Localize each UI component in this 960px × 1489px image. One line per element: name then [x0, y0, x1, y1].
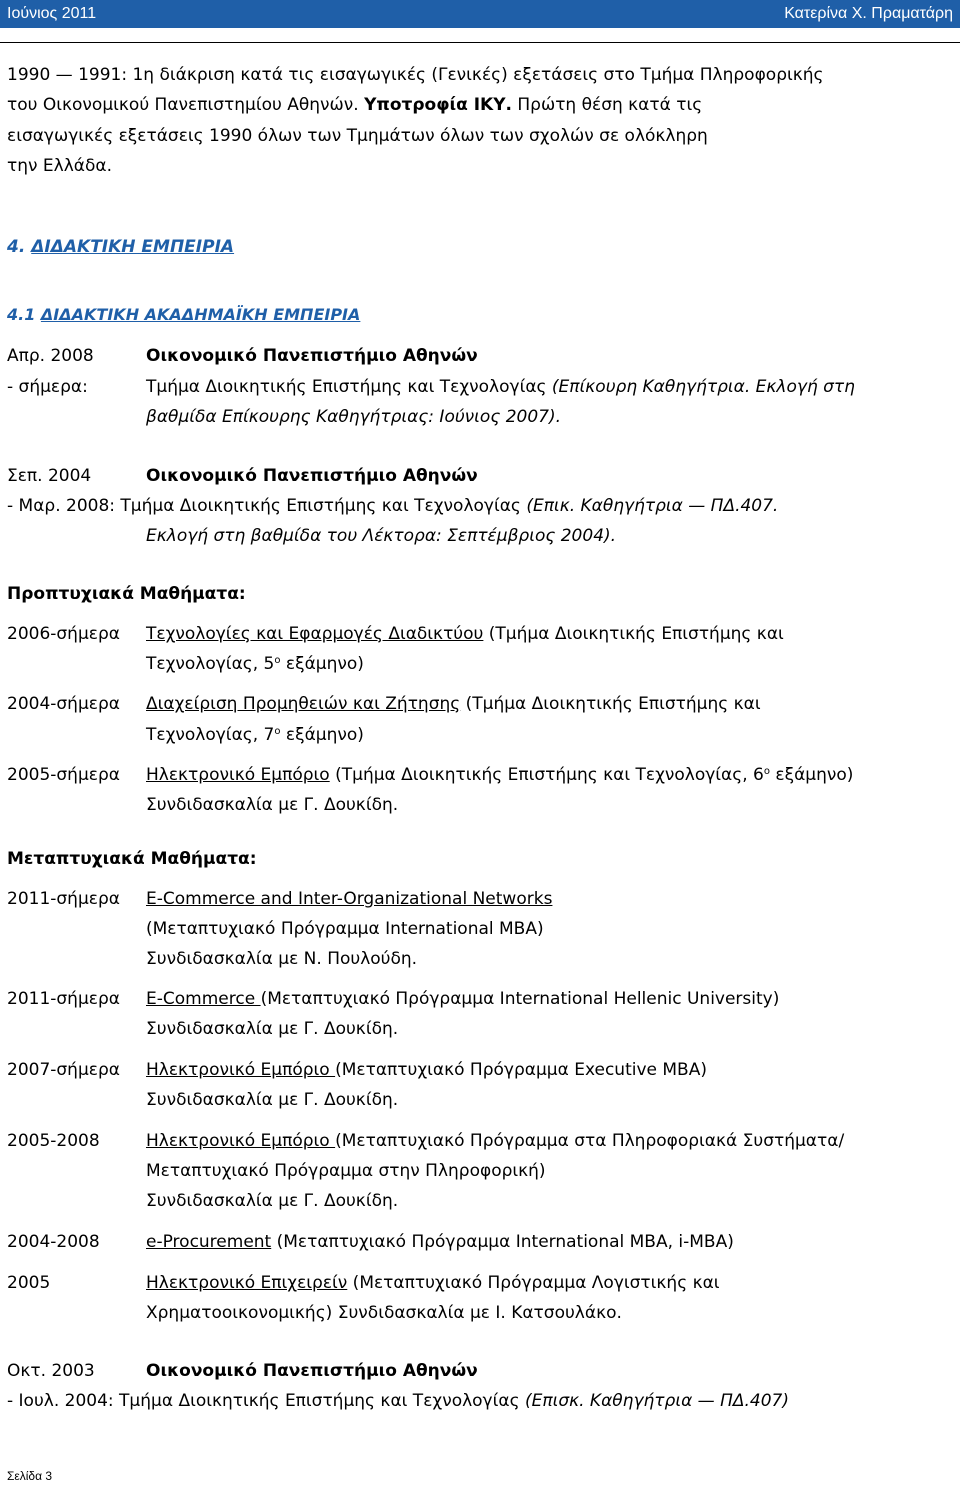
- pos1-date-start: Απρ. 2008: [7, 346, 94, 366]
- postgrad-heading: Μεταπτυχιακά Μαθήματα:: [7, 849, 257, 869]
- header-date: Ιούνιος 2011: [7, 5, 97, 22]
- award-line-2: του Οικονομικού Πανεπιστημίου Αθηνών. Υποτροφία ΙΚΥ. Πρώτη θέση κατά τις: [7, 95, 703, 115]
- undergrad-3-line-2: Συνδιδασκαλία με Γ. Δουκίδη.: [146, 795, 399, 815]
- course-link[interactable]: Διαχείριση Προμηθειών και Ζήτησης: [146, 694, 461, 714]
- header-author: Κατερίνα Χ. Πραματάρη: [784, 5, 953, 22]
- postgrad-1-line-3: Συνδιδασκαλία με Ν. Πουλούδη.: [146, 949, 418, 969]
- undergrad-1-date: 2006-σήμερα: [7, 624, 120, 644]
- undergrad-3: Ηλεκτρονικό Εμπόριο (Τμήμα Διοικητικής Επιστήμης και Τεχνολογίας, $6^o$ εξάμηνο): [146, 765, 854, 785]
- pos1-detail: βαθμίδα Επίκουρης Καθηγήτριας: Ιούνιος 2007).: [146, 407, 562, 427]
- postgrad-4-date: 2005-2008: [7, 1131, 100, 1151]
- course-link[interactable]: Ηλεκτρονικό Εμπόριο: [146, 765, 330, 785]
- postgrad-4-line-3: Συνδιδασκαλία με Γ. Δουκίδη.: [146, 1191, 399, 1211]
- pos2-line-2: - Μαρ. 2008: Τμήμα Διοικητικής Επιστήμης και Τεχνολογίας (Επικ. Καθηγήτρια — ΠΔ.407.: [7, 496, 779, 516]
- pos3-date-start: Οκτ. 2003: [7, 1361, 95, 1381]
- award-line-4: την Ελλάδα.: [7, 156, 112, 176]
- course-link[interactable]: Ηλεκτρονικό Επιχειρείν: [146, 1273, 348, 1293]
- section-4-heading: 4. ΔΙΔΑΚΤΙΚΗ ΕΜΠΕΙΡΙΑ: [7, 237, 235, 257]
- pos2-detail: Εκλογή στη βαθμίδα του Λέκτορα: Σεπτέμβριος 2004).: [146, 526, 617, 546]
- undergrad-3-date: 2005-σήμερα: [7, 765, 120, 785]
- postgrad-2-line-2: Συνδιδασκαλία με Γ. Δουκίδη.: [146, 1019, 399, 1039]
- undergrad-2: Διαχείριση Προμηθειών και Ζήτησης (Τμήμα Διοικητικής Επιστήμης και: [146, 694, 761, 714]
- postgrad-1-line-2: (Μεταπτυχιακό Πρόγραμμα International MBA): [146, 919, 544, 939]
- undergrad-1: Τεχνολογίες και Εφαρμογές Διαδικτύου (Τμήμα Διοικητικής Επιστήμης και: [146, 624, 784, 644]
- pos1-date-end: - σήμερα:: [7, 377, 88, 397]
- postgrad-4-line-2: Μεταπτυχιακό Πρόγραμμα στην Πληροφορική): [146, 1161, 546, 1181]
- postgrad-6: Ηλεκτρονικό Επιχειρείν (Μεταπτυχιακό Πρόγραμμα Λογιστικής και: [146, 1273, 720, 1293]
- page-header: [0, 0, 960, 28]
- pos1-dept: Τμήμα Διοικητικής Επιστήμης και Τεχνολογίας (Επίκουρη Καθηγήτρια. Εκλογή στη: [146, 377, 855, 397]
- postgrad-3-line-2: Συνδιδασκαλία με Γ. Δουκίδη.: [146, 1090, 399, 1110]
- course-link[interactable]: E-Commerce and Inter-Organizational Networks: [146, 889, 553, 909]
- postgrad-3-date: 2007-σήμερα: [7, 1060, 120, 1080]
- section-4-1-heading: 4.1 ΔΙΔΑΚΤΙΚΗ ΑΚΑΔΗΜΑΪΚΗ ΕΜΠΕΙΡΙΑ: [7, 305, 361, 324]
- postgrad-6-line-2: Χρηματοοικονομικής) Συνδιδασκαλία με Ι. Κατσουλάκο.: [146, 1303, 622, 1323]
- course-link[interactable]: Τεχνολογίες και Εφαρμογές Διαδικτύου: [146, 624, 484, 644]
- postgrad-6-date: 2005: [7, 1273, 51, 1293]
- header-rule: [0, 42, 960, 43]
- course-link[interactable]: e-Procurement: [146, 1232, 272, 1252]
- postgrad-5: e-Procurement (Μεταπτυχιακό Πρόγραμμα International MBA, i-MBA): [146, 1232, 734, 1252]
- postgrad-1: [146, 888, 552, 910]
- postgrad-5-date: 2004-2008: [7, 1232, 100, 1252]
- pos3-line-2: - Ιουλ. 2004: Τμήμα Διοικητικής Επιστήμης και Τεχνολογίας (Επισκ. Καθηγήτρια — ΠΔ.407): [7, 1391, 789, 1411]
- postgrad-1-date: 2011-σήμερα: [7, 889, 120, 909]
- scholarship-label: Υποτροφία ΙΚΥ.: [364, 95, 512, 115]
- pos3-org: Οικονομικό Πανεπιστήμιο Αθηνών: [146, 1361, 478, 1381]
- postgrad-4: Ηλεκτρονικό Εμπόριο (Μεταπτυχιακό Πρόγραμμα στα Πληροφοριακά Συστήματα/: [146, 1131, 845, 1151]
- undergrad-2-line-2: Τεχνολογίας, $7^o$ εξάμηνο): [146, 725, 364, 745]
- pos1-org: Οικονομικό Πανεπιστήμιο Αθηνών: [146, 346, 478, 366]
- pos2-org: Οικονομικό Πανεπιστήμιο Αθηνών: [146, 466, 478, 486]
- course-link[interactable]: E-Commerce: [146, 989, 261, 1009]
- undergrad-heading: Προπτυχιακά Μαθήματα:: [7, 584, 246, 604]
- award-line-3: εισαγωγικές εξετάσεις 1990 όλων των Τμημάτων όλων των σχολών σε ολόκληρη: [7, 126, 708, 146]
- page-number: Σελίδα 3: [7, 1469, 53, 1483]
- postgrad-2: E-Commerce (Μεταπτυχιακό Πρόγραμμα International Hellenic University): [146, 989, 780, 1009]
- course-link[interactable]: Ηλεκτρονικό Εμπόριο: [146, 1131, 336, 1151]
- undergrad-1-line-2: Τεχνολογίας, $5^o$ εξάμηνο): [146, 654, 364, 674]
- pos2-date-start: Σεπ. 2004: [7, 466, 92, 486]
- award-line-1: 1990 — 1991: 1η διάκριση κατά τις εισαγωγικές (Γενικές) εξετάσεις στο Τμήμα Πληροφορικής: [7, 65, 824, 85]
- course-link[interactable]: Ηλεκτρονικό Εμπόριο: [146, 1060, 336, 1080]
- undergrad-2-date: 2004-σήμερα: [7, 694, 120, 714]
- postgrad-3: Ηλεκτρονικό Εμπόριο (Μεταπτυχιακό Πρόγραμμα Executive MBA): [146, 1060, 707, 1080]
- postgrad-2-date: 2011-σήμερα: [7, 989, 120, 1009]
